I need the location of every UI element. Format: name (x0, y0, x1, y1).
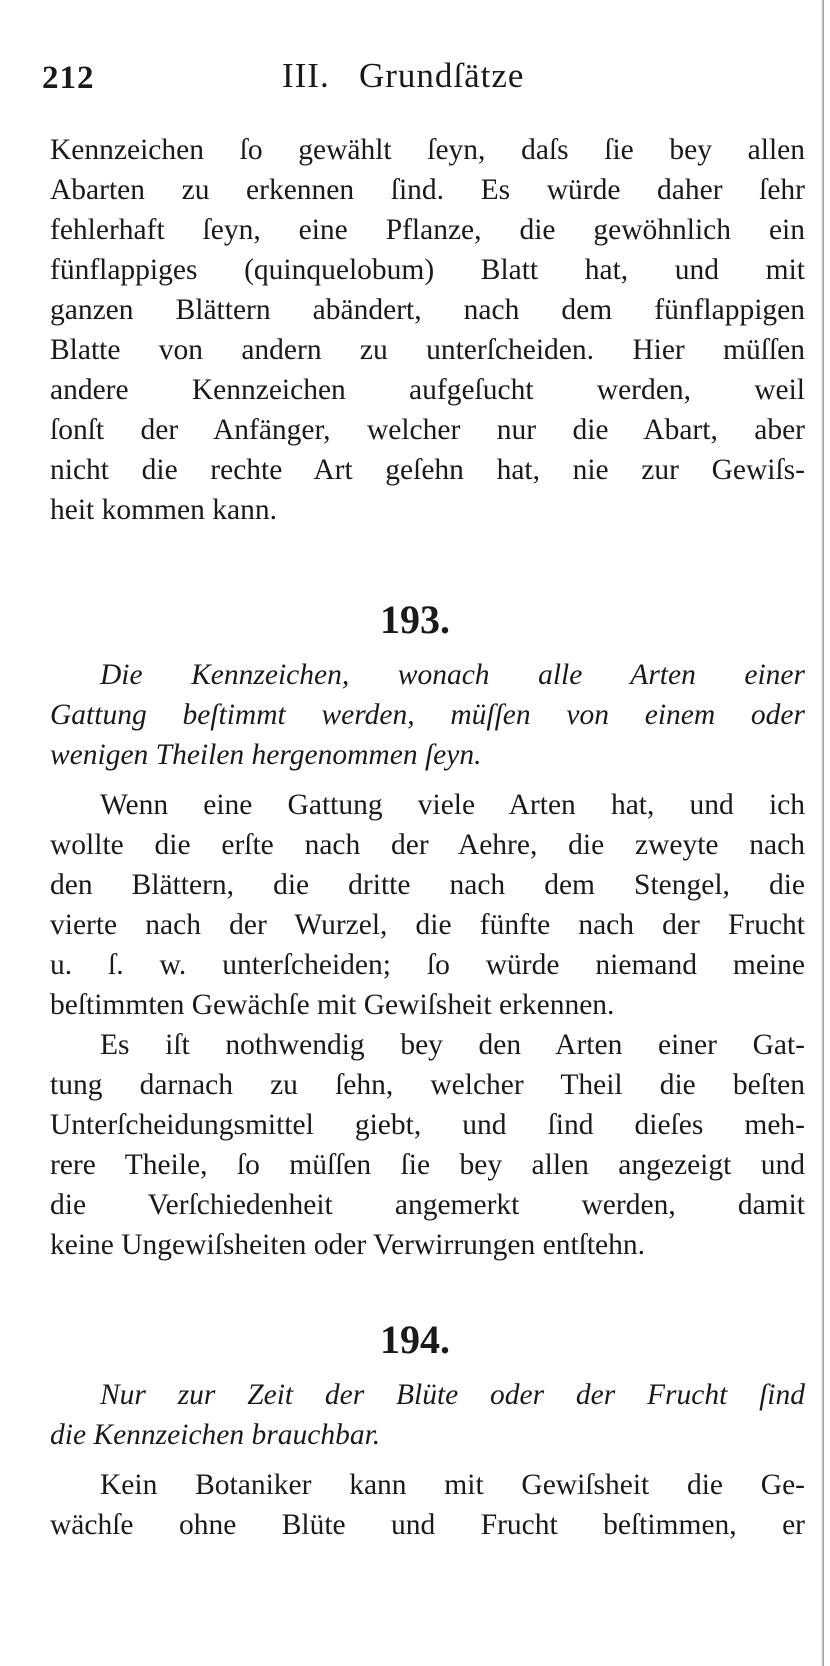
text-line: nicht die rechte Art geſehn hat, nie zur Gewiſs- (50, 454, 805, 486)
text-line: die Verſchiedenheit angemerkt werden, damit (50, 1189, 805, 1221)
heading-line: Nur zur Zeit der Blüte oder der Frucht ſind (100, 1379, 805, 1411)
text-line: fünflappiges (quinquelobum) Blatt hat, und mit (50, 254, 805, 286)
section-194-paragraph-1 (50, 1465, 805, 1545)
text-line: Es iſt nothwendig bey den Arten einer Gat- (100, 1029, 805, 1061)
text-line: vierte nach der Wurzel, die fünfte nach der Frucht (50, 909, 805, 941)
section-193-paragraph-1 (50, 785, 805, 1025)
text-line: fehlerhaft ſeyn, eine Pflanze, die gewöhnlich ein (50, 214, 805, 246)
section-193-heading (50, 655, 805, 775)
text-line: Kein Botaniker kann mit Gewiſsheit die Ge- (100, 1469, 805, 1501)
page-header (42, 56, 802, 106)
section-number-194: 194. (380, 1317, 450, 1362)
text-line: Abarten zu erkennen ſind. Es würde daher ſehr (50, 174, 805, 206)
text-line: ſonſt der Anfänger, welcher nur die Abart, aber (50, 414, 805, 446)
heading-line: die Kennzeichen brauchbar. (50, 1419, 381, 1451)
text-line: Unterſcheidungsmittel giebt, und ſind dieſes meh- (50, 1109, 805, 1141)
section-194-heading (50, 1375, 805, 1455)
heading-line: Die Kennzeichen, wonach alle Arten einer (100, 659, 805, 691)
text-line: ganzen Blättern abändert, nach dem fünflappigen (50, 294, 805, 326)
text-line: Wenn eine Gattung viele Arten hat, und ich (100, 789, 805, 821)
text-line: andere Kennzeichen aufgeſucht werden, weil (50, 374, 805, 406)
text-line: keine Ungewiſsheiten oder Verwirrungen entſtehn. (50, 1229, 646, 1261)
running-head: III. Grundſätze (282, 56, 525, 95)
text-line: wächſe ohne Blüte und Frucht beſtimmen, er (50, 1509, 805, 1541)
heading-line: wenigen Theilen hergenommen ſeyn. (50, 739, 482, 771)
text-line: Blatte von andern zu unterſcheiden. Hier müſſen (50, 334, 805, 366)
section-number-193: 193. (380, 597, 450, 642)
text-line: den Blättern, die dritte nach dem Stengel, die (50, 869, 805, 901)
text-line: Kennzeichen ſo gewählt ſeyn, daſs ſie bey allen (50, 134, 805, 166)
text-line: tung darnach zu ſehn, welcher Theil die beſten (50, 1069, 805, 1101)
text-line: wollte die erſte nach der Aehre, die zweyte nach (50, 829, 805, 861)
text-line: rere Theile, ſo müſſen ſie bey allen angezeigt und (50, 1149, 805, 1181)
page-number: 212 (42, 60, 95, 96)
continuation-paragraph (50, 130, 805, 530)
section-193-paragraph-2 (50, 1025, 805, 1265)
heading-line: Gattung beſtimmt werden, müſſen von einem oder (50, 699, 805, 731)
text-line: heit kommen kann. (50, 494, 277, 526)
text-line: beſtimmten Gewächſe mit Gewiſsheit erkennen. (50, 989, 615, 1021)
text-line: u. ſ. w. unterſcheiden; ſo würde niemand meine (50, 949, 805, 981)
